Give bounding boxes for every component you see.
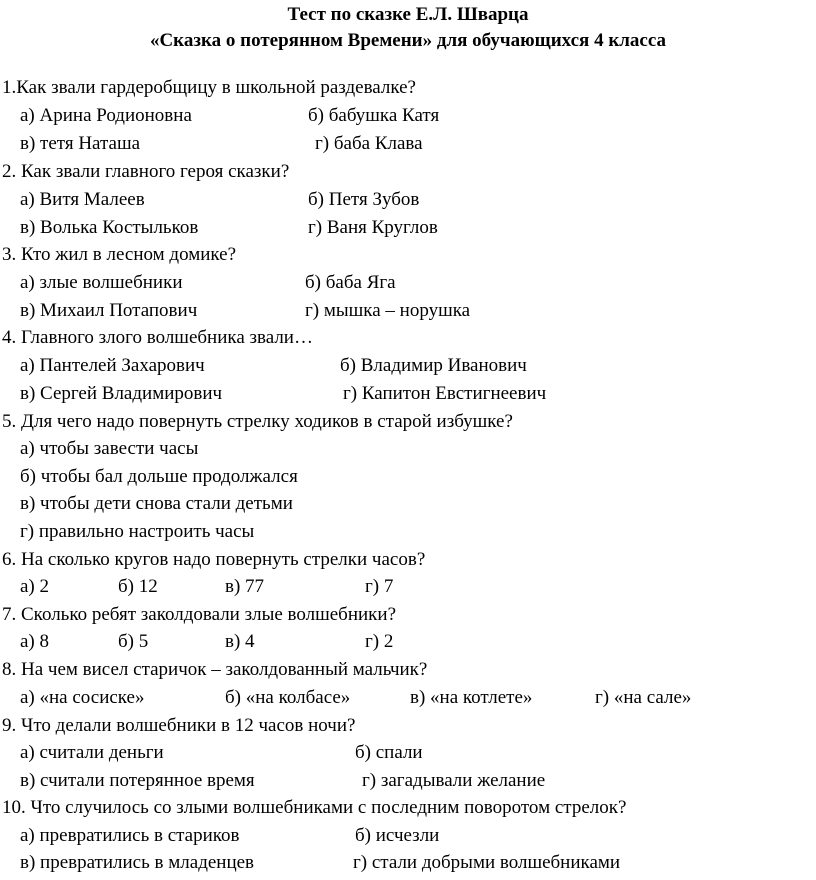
q10-option-a: а) превратились в стариков — [20, 825, 240, 846]
q7-option-d: г) 2 — [365, 631, 394, 652]
q8-option-c: в) «на котлете» — [410, 687, 533, 708]
question-4: 4. Главного злого волшебника звали… — [2, 327, 313, 348]
q3-option-d: г) мышка – норушка — [305, 300, 471, 321]
q4-option-d: г) Капитон Евстигнеевич — [343, 383, 547, 404]
question-5: 5. Для чего надо повернуть стрелку ходиков в старой избушке? — [2, 411, 513, 432]
q4-option-b: б) Владимир Иванович — [340, 355, 527, 376]
question-1: 1.Как звали гардеробщицу в школьной раздевалке? — [2, 77, 416, 98]
q3-option-c: в) Михаил Потапович — [20, 300, 198, 321]
q7-option-c: в) 4 — [225, 631, 255, 652]
q2-option-a: а) Витя Малеев — [20, 189, 145, 210]
q9-option-d: г) загадывали желание — [362, 770, 546, 791]
q5-option-c: в) чтобы дети снова стали детьми — [20, 493, 293, 514]
q1-option-d: г) баба Клава — [315, 133, 423, 154]
question-3: 3. Кто жил в лесном домике? — [2, 244, 237, 265]
q6-option-a: а) 2 — [20, 576, 50, 597]
q6-option-d: г) 7 — [365, 576, 394, 597]
q5-option-a: а) чтобы завести часы — [20, 438, 199, 459]
test-subtitle: «Сказка о потерянном Времени» для обучающихся 4 класса — [149, 30, 667, 51]
question-10: 10. Что случилось со злыми волшебниками с последним поворотом стрелок? — [2, 797, 627, 818]
q9-option-b: б) спали — [355, 742, 423, 763]
q3-option-a: а) злые волшебники — [20, 272, 183, 293]
question-8: 8. На чем висел старичок – заколдованный мальчик? — [2, 659, 428, 680]
q5-option-d: г) правильно настроить часы — [20, 521, 255, 542]
q9-option-a: а) считали деньги — [20, 742, 164, 763]
q2-option-b: б) Петя Зубов — [308, 189, 420, 210]
q10-option-d: г) стали добрыми волшебниками — [353, 852, 621, 873]
q4-option-c: в) Сергей Владимирович — [20, 383, 223, 404]
q8-option-d: г) «на сале» — [595, 687, 692, 708]
q8-option-a: а) «на сосиске» — [20, 687, 145, 708]
q1-option-c: в) тетя Наташа — [20, 133, 141, 154]
q10-option-c: в) превратились в младенцев — [20, 852, 255, 873]
question-6: 6. На сколько кругов надо повернуть стрелки часов? — [2, 549, 426, 570]
q2-option-c: в) Волька Костыльков — [20, 217, 199, 238]
q9-option-c: в) считали потерянное время — [20, 770, 255, 791]
q1-option-b: б) бабушка Катя — [308, 105, 440, 126]
question-9: 9. Что делали волшебники в 12 часов ночи? — [2, 715, 356, 736]
q4-option-a: а) Пантелей Захарович — [20, 355, 205, 376]
question-2: 2. Как звали главного героя сказки? — [2, 161, 290, 182]
q1-option-a: а) Арина Родионовна — [20, 105, 192, 126]
q10-option-b: б) исчезли — [355, 825, 440, 846]
q7-option-b: б) 5 — [118, 631, 149, 652]
test-title: Тест по сказке Е.Л. Шварца — [287, 4, 529, 25]
q5-option-b: б) чтобы бал дольше продолжался — [20, 466, 298, 487]
q6-option-b: б) 12 — [118, 576, 158, 597]
q6-option-c: в) 77 — [225, 576, 265, 597]
q3-option-b: б) баба Яга — [305, 272, 396, 293]
question-7: 7. Сколько ребят заколдовали злые волшебники? — [2, 604, 396, 625]
q2-option-d: г) Ваня Круглов — [308, 217, 438, 238]
q7-option-a: а) 8 — [20, 631, 50, 652]
q8-option-b: б) «на колбасе» — [225, 687, 351, 708]
